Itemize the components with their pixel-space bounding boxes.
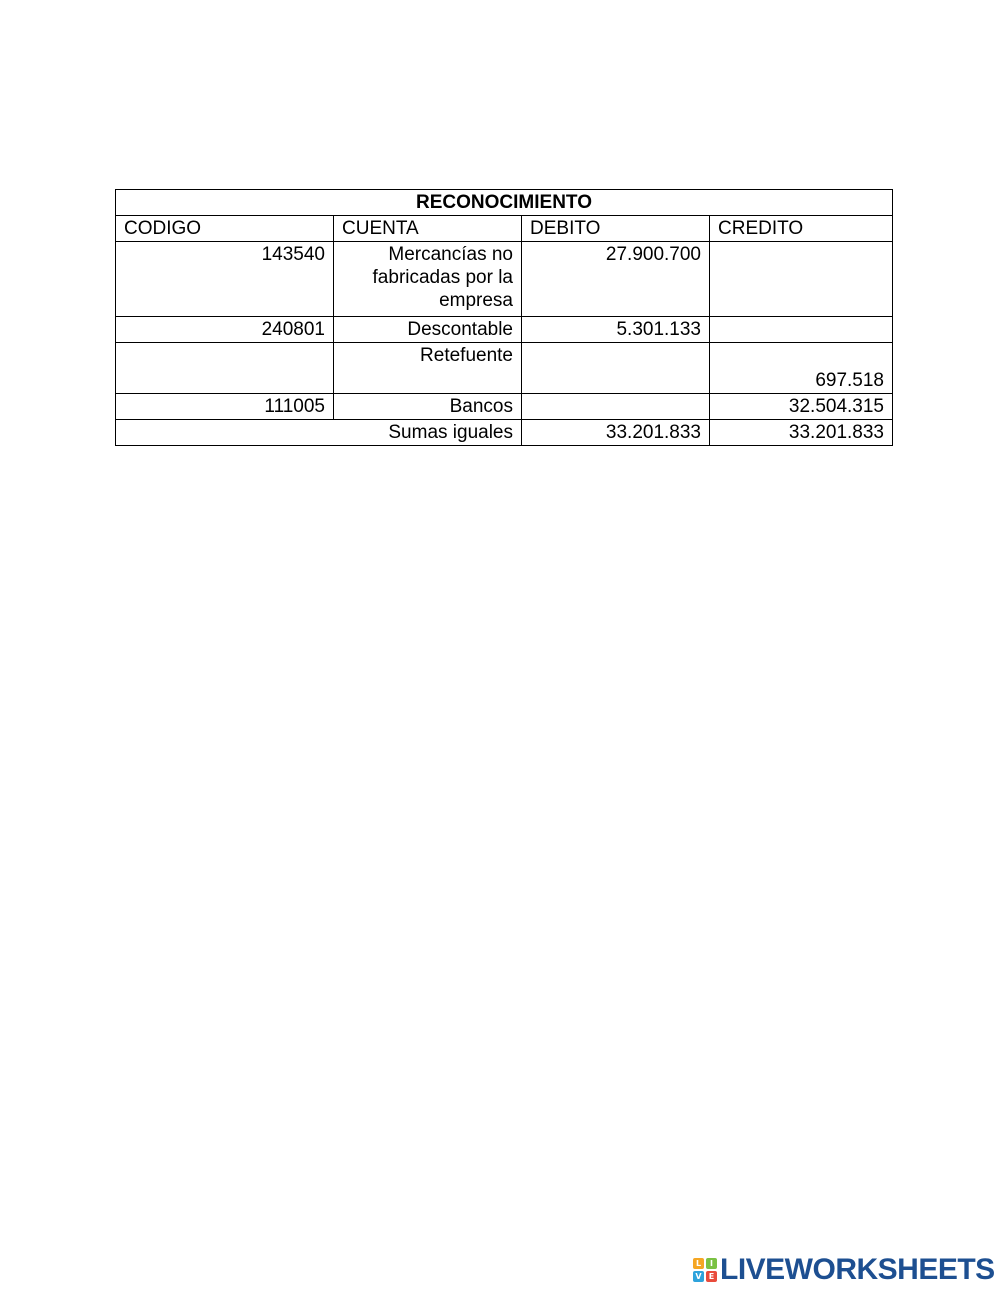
cell-credito: 697.518 <box>710 343 893 394</box>
cell-debito <box>522 343 710 394</box>
cell-debito: 27.900.700 <box>522 242 710 317</box>
logo-tile: E <box>706 1271 717 1282</box>
cell-codigo: 111005 <box>116 394 334 420</box>
cell-credito <box>710 317 893 343</box>
logo-tile: I <box>706 1258 717 1269</box>
cell-debito <box>522 394 710 420</box>
totals-label: Sumas iguales <box>116 420 522 446</box>
cell-cuenta: Descontable <box>334 317 522 343</box>
cell-cuenta: Bancos <box>334 394 522 420</box>
totals-credito: 33.201.833 <box>710 420 893 446</box>
cell-credito <box>710 242 893 317</box>
header-row <box>116 216 893 242</box>
title-row <box>116 190 893 216</box>
totals-row <box>116 420 893 446</box>
cell-codigo: 143540 <box>116 242 334 317</box>
table-title: RECONOCIMIENTO <box>116 190 893 216</box>
cell-debito: 5.301.133 <box>522 317 710 343</box>
table-row <box>116 394 893 420</box>
header-credito: CREDITO <box>710 216 893 242</box>
totals-debito: 33.201.833 <box>522 420 710 446</box>
liveworksheets-logo-icon <box>693 1258 717 1282</box>
table-row <box>116 242 893 317</box>
header-cuenta: CUENTA <box>334 216 522 242</box>
header-debito: DEBITO <box>522 216 710 242</box>
cell-credito: 32.504.315 <box>710 394 893 420</box>
cell-cuenta: Mercancías no fabricadas por la empresa <box>334 242 522 317</box>
logo-tile: L <box>693 1258 704 1269</box>
table-row <box>116 343 893 394</box>
logo-tile: V <box>693 1271 704 1282</box>
cell-codigo: 240801 <box>116 317 334 343</box>
header-codigo: CODIGO <box>116 216 334 242</box>
cell-codigo <box>116 343 334 394</box>
ledger-table <box>115 189 893 446</box>
table-row <box>116 317 893 343</box>
brand-name: LIVEWORKSHEETS <box>720 1253 995 1286</box>
liveworksheets-brand[interactable] <box>693 1255 995 1285</box>
cell-cuenta: Retefuente <box>334 343 522 394</box>
